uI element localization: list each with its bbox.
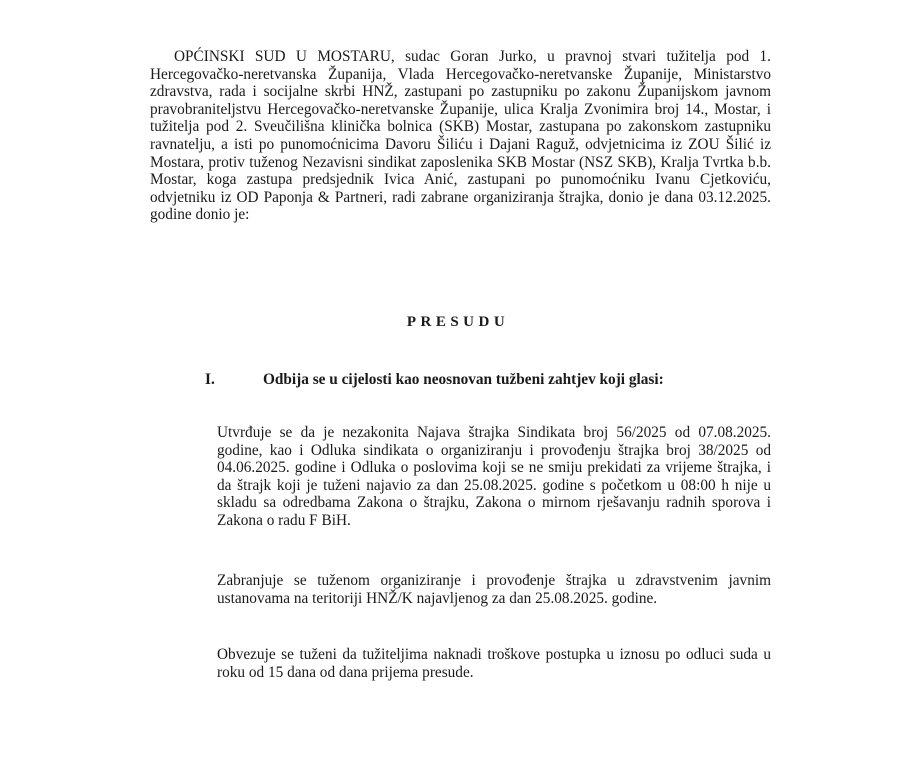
- claim-paragraph-3: Obvezuje se tuženi da tužiteljima naknadi troškove postupka u iznosu po odluci suda u roku od 15 dana od dana prijema presude.: [217, 646, 771, 681]
- section-heading-text: Odbija se u cijelosti kao neosnovan tužbeni zahtjev koji glasi:: [263, 371, 664, 388]
- claim-paragraph-1: Utvrđuje se da je nezakonita Najava štrajka Sindikata broj 56/2025 od 07.08.2025. godine, kao i Odluka sindikata o organiziranju i provođenju štrajka broj 38/2025 od 04.06.2025. godine i Odluka o poslovima koji se ne smiju prekidati za vrijeme štrajka, i da štrajk koji je tuženi najavio za dan 25.08.2025. godine s početkom u 08:00 h nije u skladu sa odredbama Zakona o štrajku, Zakona o mirnom rješavanju radnih sporova i Zakona o radu F BiH.: [217, 424, 771, 529]
- claim-paragraph-2: Zabranjuje se tuženom organiziranje i provođenje štrajka u zdravstvenim javnim ustanovama na teritoriji HNŽ/K najavljenog za dan 25.08.2025. godine.: [217, 572, 771, 607]
- intro-paragraph: [150, 48, 771, 224]
- section-heading: [205, 371, 664, 389]
- section-number: I.: [205, 371, 215, 388]
- verdict-title: PRESUDU: [406, 314, 510, 330]
- intro-text: OPĆINSKI SUD U MOSTARU, sudac Goran Jurko, u pravnoj stvari tužitelja pod 1. Hercegovačko-neretvanska Županija, Vlada Hercegovačko-neretvanske Županije, Ministarstvo zdravstva, rada i socijalne skrbi HNŽ, zastupani po zastupniku po zakonu Županijskom javnom pravobraniteljstvu Hercegovačko-neretvanske Županije, ulica Kralja Zvonimira broj 14., Mostar, i tužitelja pod 2. Sveučilišna klinička bolnica (SKB) Mostar, zastupana po zakonskom zastupniku ravnatelju, a isti po punomoćnicima Davoru Šiliću i Dajani Raguž, odvjetnicima iz ZOU Šilić iz Mostara, protiv tuženog Nezavisni sindikat zaposlenika SKB Mostar (NSZ SKB), Kralja Tvrtka b.b. Mostar, koga zastupa predsjednik Ivica Anić, zastupani po punomoćniku Ivanu Cjetkoviću, odvjetniku iz OD Paponja & Partneri, radi zabrane organiziranja štrajka, donio je dana 03.12.2025. godine donio je:: [150, 48, 771, 224]
